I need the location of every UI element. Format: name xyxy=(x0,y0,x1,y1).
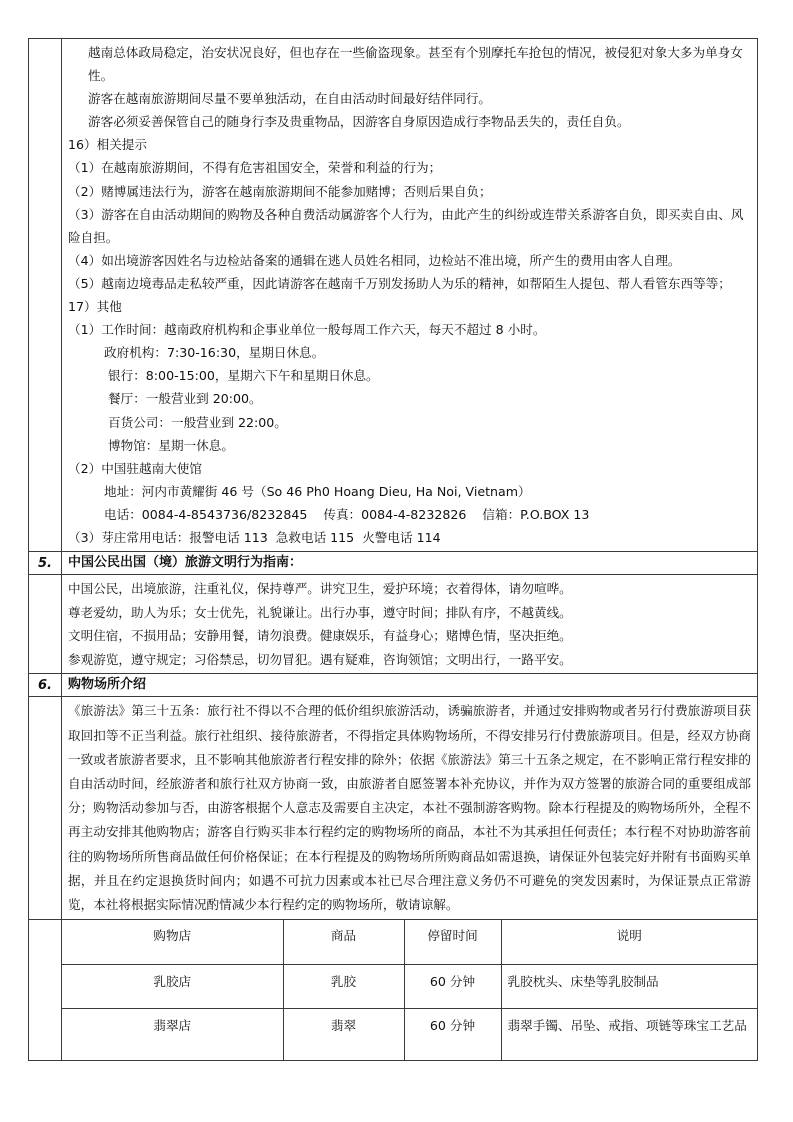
conduct-line: 中国公民，出境旅游，注重礼仪，保持尊严。讲究卫生，爱护环境；衣着得体，请勿喧哗。 xyxy=(68,581,572,597)
conduct-line: 尊老爱幼，助人为乐；女士优先，礼貌谦让。出行办事，遵守时间；排队有序，不越黄线。 xyxy=(68,604,572,620)
row-number-empty xyxy=(29,39,62,551)
shop-product: 乳胶 xyxy=(283,965,404,1009)
embassy-item: （2）中国驻越南大使馆 xyxy=(68,460,202,476)
header-product: 商品 xyxy=(283,920,404,965)
tips-content xyxy=(62,39,757,551)
header-description: 说明 xyxy=(501,920,757,965)
safety-note: 游客必须妥善保管自己的随身行李及贵重物品，因游客自身原因造成行李物品丢失的，责任自负。 xyxy=(88,114,630,130)
conduct-line: 参观游览，遵守规定；习俗禁忌，切勿冒犯。遇有疑难，咨询领馆；文明出行，一路平安。 xyxy=(68,651,572,667)
shop-description: 乳胶枕头、床垫等乳胶制品 xyxy=(501,965,757,1009)
tip-item: （4）如出境游客因姓名与边检站备案的通辑在逃人员姓名相同，边检站不准出境，所产生的费用由客人自理。 xyxy=(68,252,681,268)
work-hours-item: （1）工作时间：越南政府机构和企事业单位一般每周工作六天，每天不超过 8 小时。 xyxy=(68,322,546,338)
shop-duration: 60 分钟 xyxy=(404,1009,501,1061)
table-header-row xyxy=(62,920,757,965)
tips-row xyxy=(29,39,757,552)
row-number-empty xyxy=(29,575,62,673)
safety-note: 游客在越南旅游期间尽量不要单独活动，在自由活动时间最好结伴同行。 xyxy=(88,91,491,107)
embassy-contact: 电话：0084-4-8543736/8232845 传真：0084-4-8232826 信箱：P.O.BOX 13 xyxy=(104,506,590,522)
safety-note: 越南总体政局稳定，治安状况良好，但也存在一些偷盗现象。甚至有个别摩托车抢包的情况，被侵犯对象大多为单身女性。 xyxy=(88,45,743,84)
section-6-header xyxy=(29,674,757,697)
hours-line: 政府机构：7:30-16:30，星期日休息。 xyxy=(104,345,325,361)
shop-name: 翡翠店 xyxy=(62,1009,283,1061)
header-shop: 购物店 xyxy=(62,920,283,965)
section-5-header xyxy=(29,552,757,575)
shop-description: 翡翠手镯、吊坠、戒指、项链等珠宝工艺品 xyxy=(507,1018,747,1034)
phone-numbers: （3）芽庄常用电话：报警电话 113 急救电话 115 火警电话 114 xyxy=(68,529,441,545)
conduct-guide xyxy=(62,575,757,673)
shop-duration: 60 分钟 xyxy=(404,965,501,1009)
header-duration: 停留时间 xyxy=(404,920,501,965)
section-6-number: 6. xyxy=(29,674,62,696)
section-5-title: 中国公民出国（境）旅游文明行为指南： xyxy=(68,555,303,571)
embassy-address: 地址：河内市黄耀街 46 号（So 46 Ph0 Hoang Dieu, Ha Noi, Vietnam） xyxy=(104,483,531,499)
section-6-title: 购物场所介绍 xyxy=(68,677,147,693)
shop-product: 翡翠 xyxy=(283,1009,404,1061)
shopping-table xyxy=(62,920,757,1060)
table-row xyxy=(62,1009,757,1061)
tip-item: （5）越南边境毒品走私较严重，因此请游客在越南千万别发扬助人为乐的精神，如帮陌生人提包、帮人看管东西等等； xyxy=(68,275,731,291)
section-5-number: 5. xyxy=(29,552,62,574)
section-16-title: 16）相关提示 xyxy=(68,137,147,153)
itinerary-table xyxy=(28,38,758,1061)
tip-item: （2）赌博属违法行为，游客在越南旅游期间不能参加赌博；否则后果自负； xyxy=(68,183,492,199)
tip-item: （1）在越南旅游期间，不得有危害祖国安全，荣誉和利益的行为； xyxy=(68,160,442,176)
shopping-policy: 《旅游法》第三十五条：旅行社不得以不合理的低价组织旅游活动，诱骗旅游者，并通过安排购物或者另行付费旅游项目获取回扣等不正当利益。旅行社组织、接待旅游者，不得指定具体购物场所，不得安排另行付费旅游项目。但是，经双方协商一致或者旅游者要求，且不影响其他旅游者行程安排的除外；依据《旅游法》第三十五条之规定，在不影响正常行程安排的自由活动时间，经旅游者和旅行社双方协商一致，由旅游者自愿签署本补充协议，并作为双方签署的旅游合同的重要组成部分；购物活动参加与否，由游客根据个人意志及需要自主决定，本社不强制游客购物。除本行程提及的购物场所外，全程不再主动安排其他购物店；游客自行购买非本行程约定的购物场所的商品，本社不为其承担任何责任；本行程不对协助游客前往的购物场所所售商品做任何价格保证；在本行程提及的购物场所所购商品如需退换，请保证外包装完好并附有书面购买单据，并且在约定退换货时间内；如遇不可抗力因素或本社已尽合理注意义务仍不可避免的突发因素时，为保证景点正常游览，本社将根据实际情况酌情减少本行程约定的购物场所，敬请谅解。 xyxy=(68,703,751,913)
section-6-body xyxy=(29,697,757,920)
section-17-title: 17）其他 xyxy=(68,299,122,315)
hours-line: 博物馆：星期一休息。 xyxy=(104,437,234,453)
hours-line: 银行：8:00-15:00，星期六下午和星期日休息。 xyxy=(104,368,379,384)
row-number-empty xyxy=(29,920,62,1060)
hours-line: 餐厅：一般营业到 20:00。 xyxy=(104,391,262,407)
shop-name: 乳胶店 xyxy=(62,965,283,1009)
conduct-line: 文明住宿，不损用品；安静用餐，请勿浪费。健康娱乐，有益身心；赌博色情，坚决拒绝。 xyxy=(68,628,572,644)
shopping-table-row xyxy=(29,920,757,1060)
row-number-empty xyxy=(29,697,62,919)
section-5-body xyxy=(29,575,757,674)
table-row xyxy=(62,965,757,1009)
hours-line: 百货公司：一般营业到 22:00。 xyxy=(104,414,287,430)
tip-item: （3）游客在自由活动期间的购物及各种自费活动属游客个人行为，由此产生的纠纷或连带关系游客自负，即买卖自由、风险自担。 xyxy=(68,206,744,245)
